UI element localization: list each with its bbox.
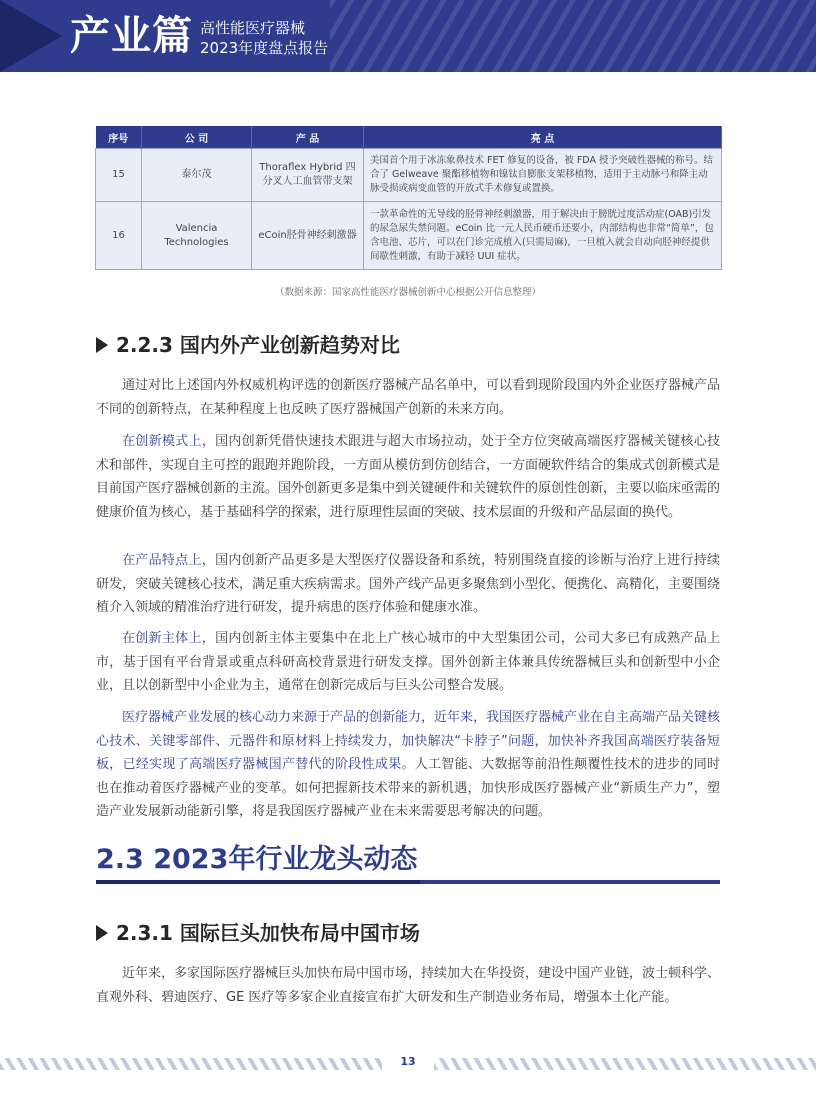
section-223-heading: 2.2.3 国内外产业创新趋势对比 <box>116 333 400 357</box>
text-innovation-subject: 国内创新主体主要集中在北上广核心城市的中大型集团公司，公司大多已有成熟产品上市，基于国有平台背景或重点科研高校背景进行研发支撑。国外创新主体兼具传统器械巨头和创新型中小企业，且以创新型中小企业为主，通常在创新完成后与巨头公司整合发展。 <box>96 631 720 693</box>
text-product-features: 国内创新产品更多是大型医疗仪器设备和系统，特别围绕直接的诊断与治疗上进行持续研发，突破关键核心技术，满足重大疾病需求。国外产线产品更多聚焦到小型化、便携化、高精化，主要围绕植介入领域的精准治疗进行研发，提升病患的医疗体验和健康水准。 <box>96 553 721 615</box>
cell-company: 泰尔茂 <box>142 149 252 202</box>
header-arrow-icon <box>0 0 62 72</box>
triangle-bullet-icon <box>96 337 108 353</box>
cell-no: 15 <box>96 149 142 202</box>
text-core-driver-highlight: 医疗器械产业发展的核心动力来源于产品的创新能力，近年来，我国医疗器械产业在自主高端产品关键核心技术、关键零部件、元器件和原材料上持续发力，加快解决“卡脖子”问题，加快补齐我国高端医疗装备短板，已经实现了高端医疗器械国产替代的阶段性成果。 <box>96 710 721 772</box>
col-header-highlight: 亮 点 <box>364 126 722 149</box>
page-header <box>0 0 816 72</box>
cell-no: 16 <box>96 202 142 270</box>
header-subtitle-line2: 2023年度盘点报告 <box>200 39 329 57</box>
text-core-driver-rest: 人工智能、大数据等前沿性颠覆性技术的进步的同时也在推动着医疗器械产业的变革。如何把握新技术带来的新机遇，加快形成医疗器械产业“新质生产力”，塑造产业发展新动能新引擎，将是我国医疗器械产业在未来需要思考解决的问题。 <box>96 757 720 819</box>
footer-stripes-left <box>0 1058 382 1070</box>
cell-product: eCoin胫骨神经刺激器 <box>252 202 364 270</box>
triangle-bullet-icon <box>96 925 108 941</box>
cell-company: Valencia Technologies <box>142 202 252 270</box>
lead-product-features: 在产品特点上， <box>122 553 216 568</box>
table-row <box>96 202 722 270</box>
cell-product: Thoraflex Hybrid 四分叉人工血管带支架 <box>252 149 364 202</box>
page-number: 13 <box>400 1055 416 1068</box>
lead-innovation-subject: 在创新主体上， <box>122 631 216 646</box>
paragraph-innovation-mode <box>96 430 720 524</box>
section-223-heading-wrap <box>96 332 400 358</box>
paragraph-innovation-subject <box>96 627 720 698</box>
table-header-row <box>96 126 722 149</box>
section-23-underline-accent <box>96 880 420 884</box>
col-header-no: 序号 <box>96 126 142 149</box>
innovation-table <box>95 126 722 270</box>
section-231-heading-wrap <box>96 920 420 946</box>
paragraph-international-giants: 近年来，多家国际医疗器械巨头加快布局中国市场，持续加大在华投资，建设中国产业链，波士顿科学、直观外科、碧迪医疗、GE 医疗等多家企业直接宣布扩大研发和生产制造业务布局，增强本土化产能。 <box>96 966 721 1005</box>
cell-highlight: 美国首个用于冰冻象鼻技术 FET 修复的设备，被 FDA 授予突破性器械的称号。结合了 Gelweave 聚酯移植物和镍钛自膨胀支架移植物，适用于主动脉弓和降主动脉受损或病变血管的开放式手术修复或置换。 <box>364 149 722 202</box>
table-source-note: （数据来源：国家高性能医疗器械创新中心根据公开信息整理） <box>274 287 541 298</box>
footer-stripes-right <box>434 1058 816 1070</box>
header-stripes <box>330 0 816 72</box>
section-23-heading: 2.3 2023年行业龙头动态 <box>96 844 418 875</box>
col-header-product: 产 品 <box>252 126 364 149</box>
col-header-company: 公 司 <box>142 126 252 149</box>
cell-highlight: 一款革命性的无导线的胫骨神经刺激器，用于解决由于膀胱过度活动症(OAB)引发的尿急尿失禁问题。eCoin 比一元人民币硬币还要小，内部结构也非常“简单”，包含电池、芯片，可以在门诊完成植入(只需局麻)，一旦植入就会自动向胫神经提供间歇性刺激，有助于减轻 UUI 症状。 <box>364 202 722 270</box>
table-row <box>96 149 722 202</box>
lead-innovation-mode: 在创新模式上， <box>122 434 216 449</box>
paragraph-intro: 通过对比上述国内外权威机构评选的创新医疗器械产品名单中，可以看到现阶段国内外企业医疗器械产品不同的创新特点，在某种程度上也反映了医疗器械国产创新的未来方向。 <box>96 378 721 417</box>
header-subtitle-line1: 高性能医疗器械 <box>200 19 306 37</box>
section-231-heading: 2.3.1 国际巨头加快布局中国市场 <box>116 921 420 945</box>
header-big-title: 产业篇 <box>70 13 193 59</box>
paragraph-product-features <box>96 549 720 620</box>
paragraph-core-driver <box>96 706 720 824</box>
text-innovation-mode: 国内创新凭借快速技术跟进与超大市场拉动，处于全方位突破高端医疗器械关键核心技术和部件，实现自主可控的跟跑并跑阶段，一方面从模仿到仿创结合，一方面硬软件结合的集成式创新模式是目前国产医疗器械创新的主流。国外创新更多是集中到关键硬件和关键软件的原创性创新，主要以临床亟需的健康价值为核心，基于基础科学的探索，进行原理性层面的突破、技术层面的升级和产品层面的换代。 <box>96 434 721 520</box>
